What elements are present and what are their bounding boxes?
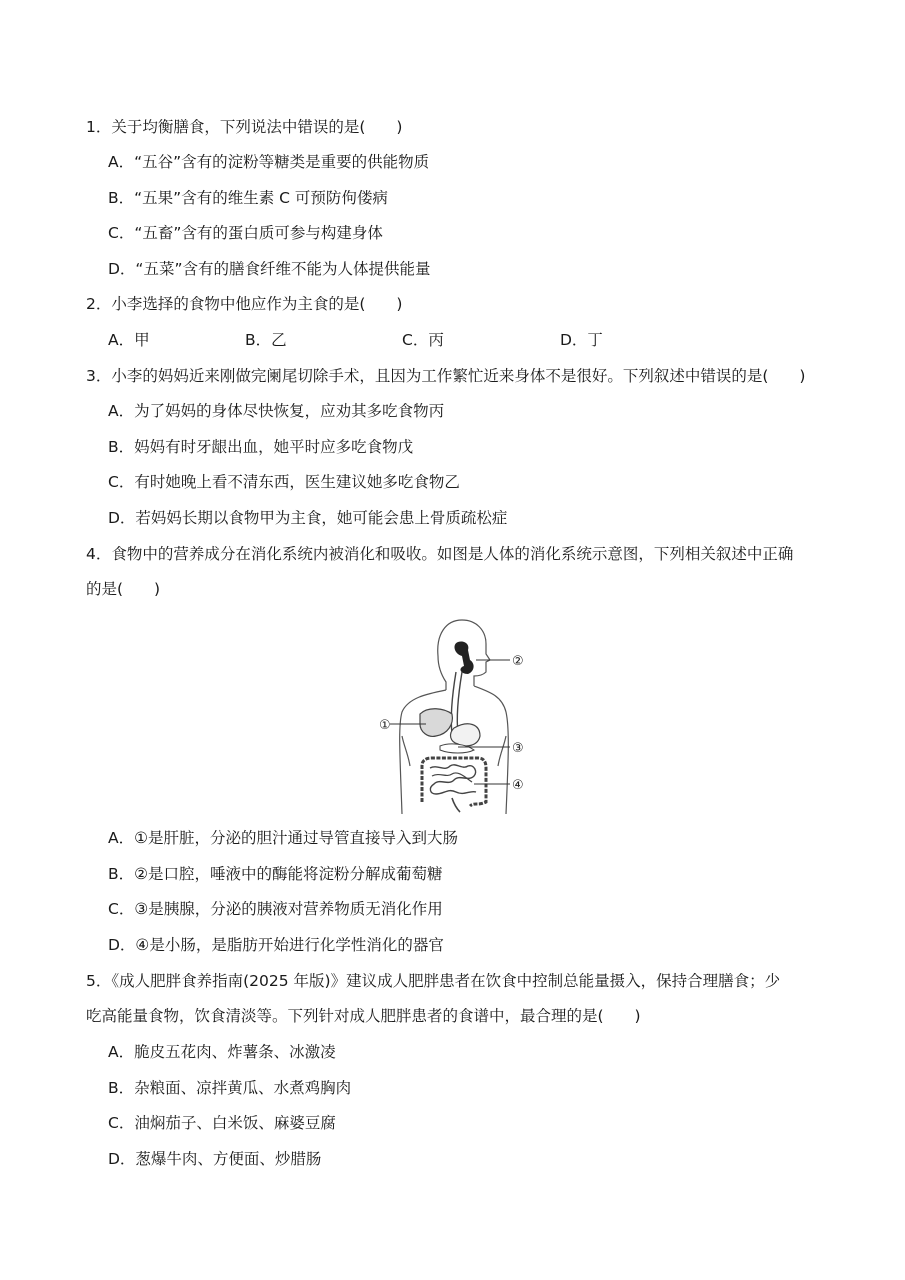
stomach <box>451 724 480 746</box>
question-2-option-a: A．甲 <box>108 331 150 349</box>
question-3-option-d: D．若妈妈长期以食物甲为主食，她可能会患上骨质疏松症 <box>108 509 508 527</box>
figure-label-3: ③ <box>512 741 524 756</box>
question-3-option-c: C．有时她晚上看不清东西，医生建议她多吃食物乙 <box>108 473 460 491</box>
question-4-option-d: D．④是小肠，是脂肪开始进行化学性消化的器官 <box>108 936 444 954</box>
question-3-option-b: B．妈妈有时牙龈出血，她平时应多吃食物戊 <box>108 438 414 456</box>
question-5-option-b: B．杂粮面、凉拌黄瓜、水煮鸡胸肉 <box>108 1079 352 1097</box>
question-4-stem-line1: 4．食物中的营养成分在消化系统内被消化和吸收。如图是人体的消化系统示意图，下列相关叙述中正确 <box>86 545 794 563</box>
question-2-option-b: B．乙 <box>245 331 287 349</box>
question-3-option-a: A．为了妈妈的身体尽快恢复，应劝其多吃食物丙 <box>108 402 445 420</box>
question-5-option-c: C．油焖茄子、白米饭、麻婆豆腐 <box>108 1114 336 1132</box>
digestive-system-diagram <box>378 616 528 814</box>
question-5-stem-line2: 吃高能量食物，饮食清淡等。下列针对成人肥胖患者的食谱中，最合理的是( ) <box>86 1007 641 1025</box>
esophagus <box>451 672 456 734</box>
question-3-stem: 3．小李的妈妈近来刚做完阑尾切除手术，且因为工作繁忙近来身体不是很好。下列叙述中错误的是( ) <box>86 367 806 385</box>
figure-label-4: ④ <box>512 778 524 793</box>
question-4-option-a: A．①是肝脏，分泌的胆汁通过导管直接导入到大肠 <box>108 829 459 847</box>
liver <box>420 709 452 737</box>
question-1-option-d: D．“五菜”含有的膳食纤维不能为人体提供能量 <box>108 260 431 278</box>
question-4-option-c: C．③是胰腺，分泌的胰液对营养物质无消化作用 <box>108 900 443 918</box>
mouth-region <box>455 641 474 674</box>
question-2-option-d: D．丁 <box>560 331 603 349</box>
question-2-option-c: C．丙 <box>402 331 444 349</box>
question-5-stem-line1: 5．《成人肥胖食养指南(2025 年版)》建议成人肥胖患者在饮食中控制总能量摄入，保持合理膳食；少 <box>86 972 781 990</box>
question-5-option-a: A．脆皮五花肉、炸薯条、冰激凌 <box>108 1043 336 1061</box>
question-5-option-d: D．葱爆牛肉、方便面、炒腊肠 <box>108 1150 322 1168</box>
figure-label-2: ② <box>512 654 524 669</box>
body-outline <box>400 620 509 814</box>
question-1-option-c: C．“五畜”含有的蛋白质可参与构建身体 <box>108 224 383 242</box>
question-1-stem: 1．关于均衡膳食，下列说法中错误的是( ) <box>86 118 403 136</box>
question-4-stem-line2: 的是( ) <box>86 580 161 598</box>
question-4-option-b: B．②是口腔，唾液中的酶能将淀粉分解成葡萄糖 <box>108 865 443 883</box>
question-1-option-b: B．“五果”含有的维生素 C 可预防佝偻病 <box>108 189 388 207</box>
question-1-option-a: A．“五谷”含有的淀粉等糖类是重要的供能物质 <box>108 153 430 171</box>
figure-label-1: ① <box>379 718 391 733</box>
rectum <box>452 798 460 812</box>
question-2-stem: 2．小李选择的食物中他应作为主食的是( ) <box>86 295 403 313</box>
